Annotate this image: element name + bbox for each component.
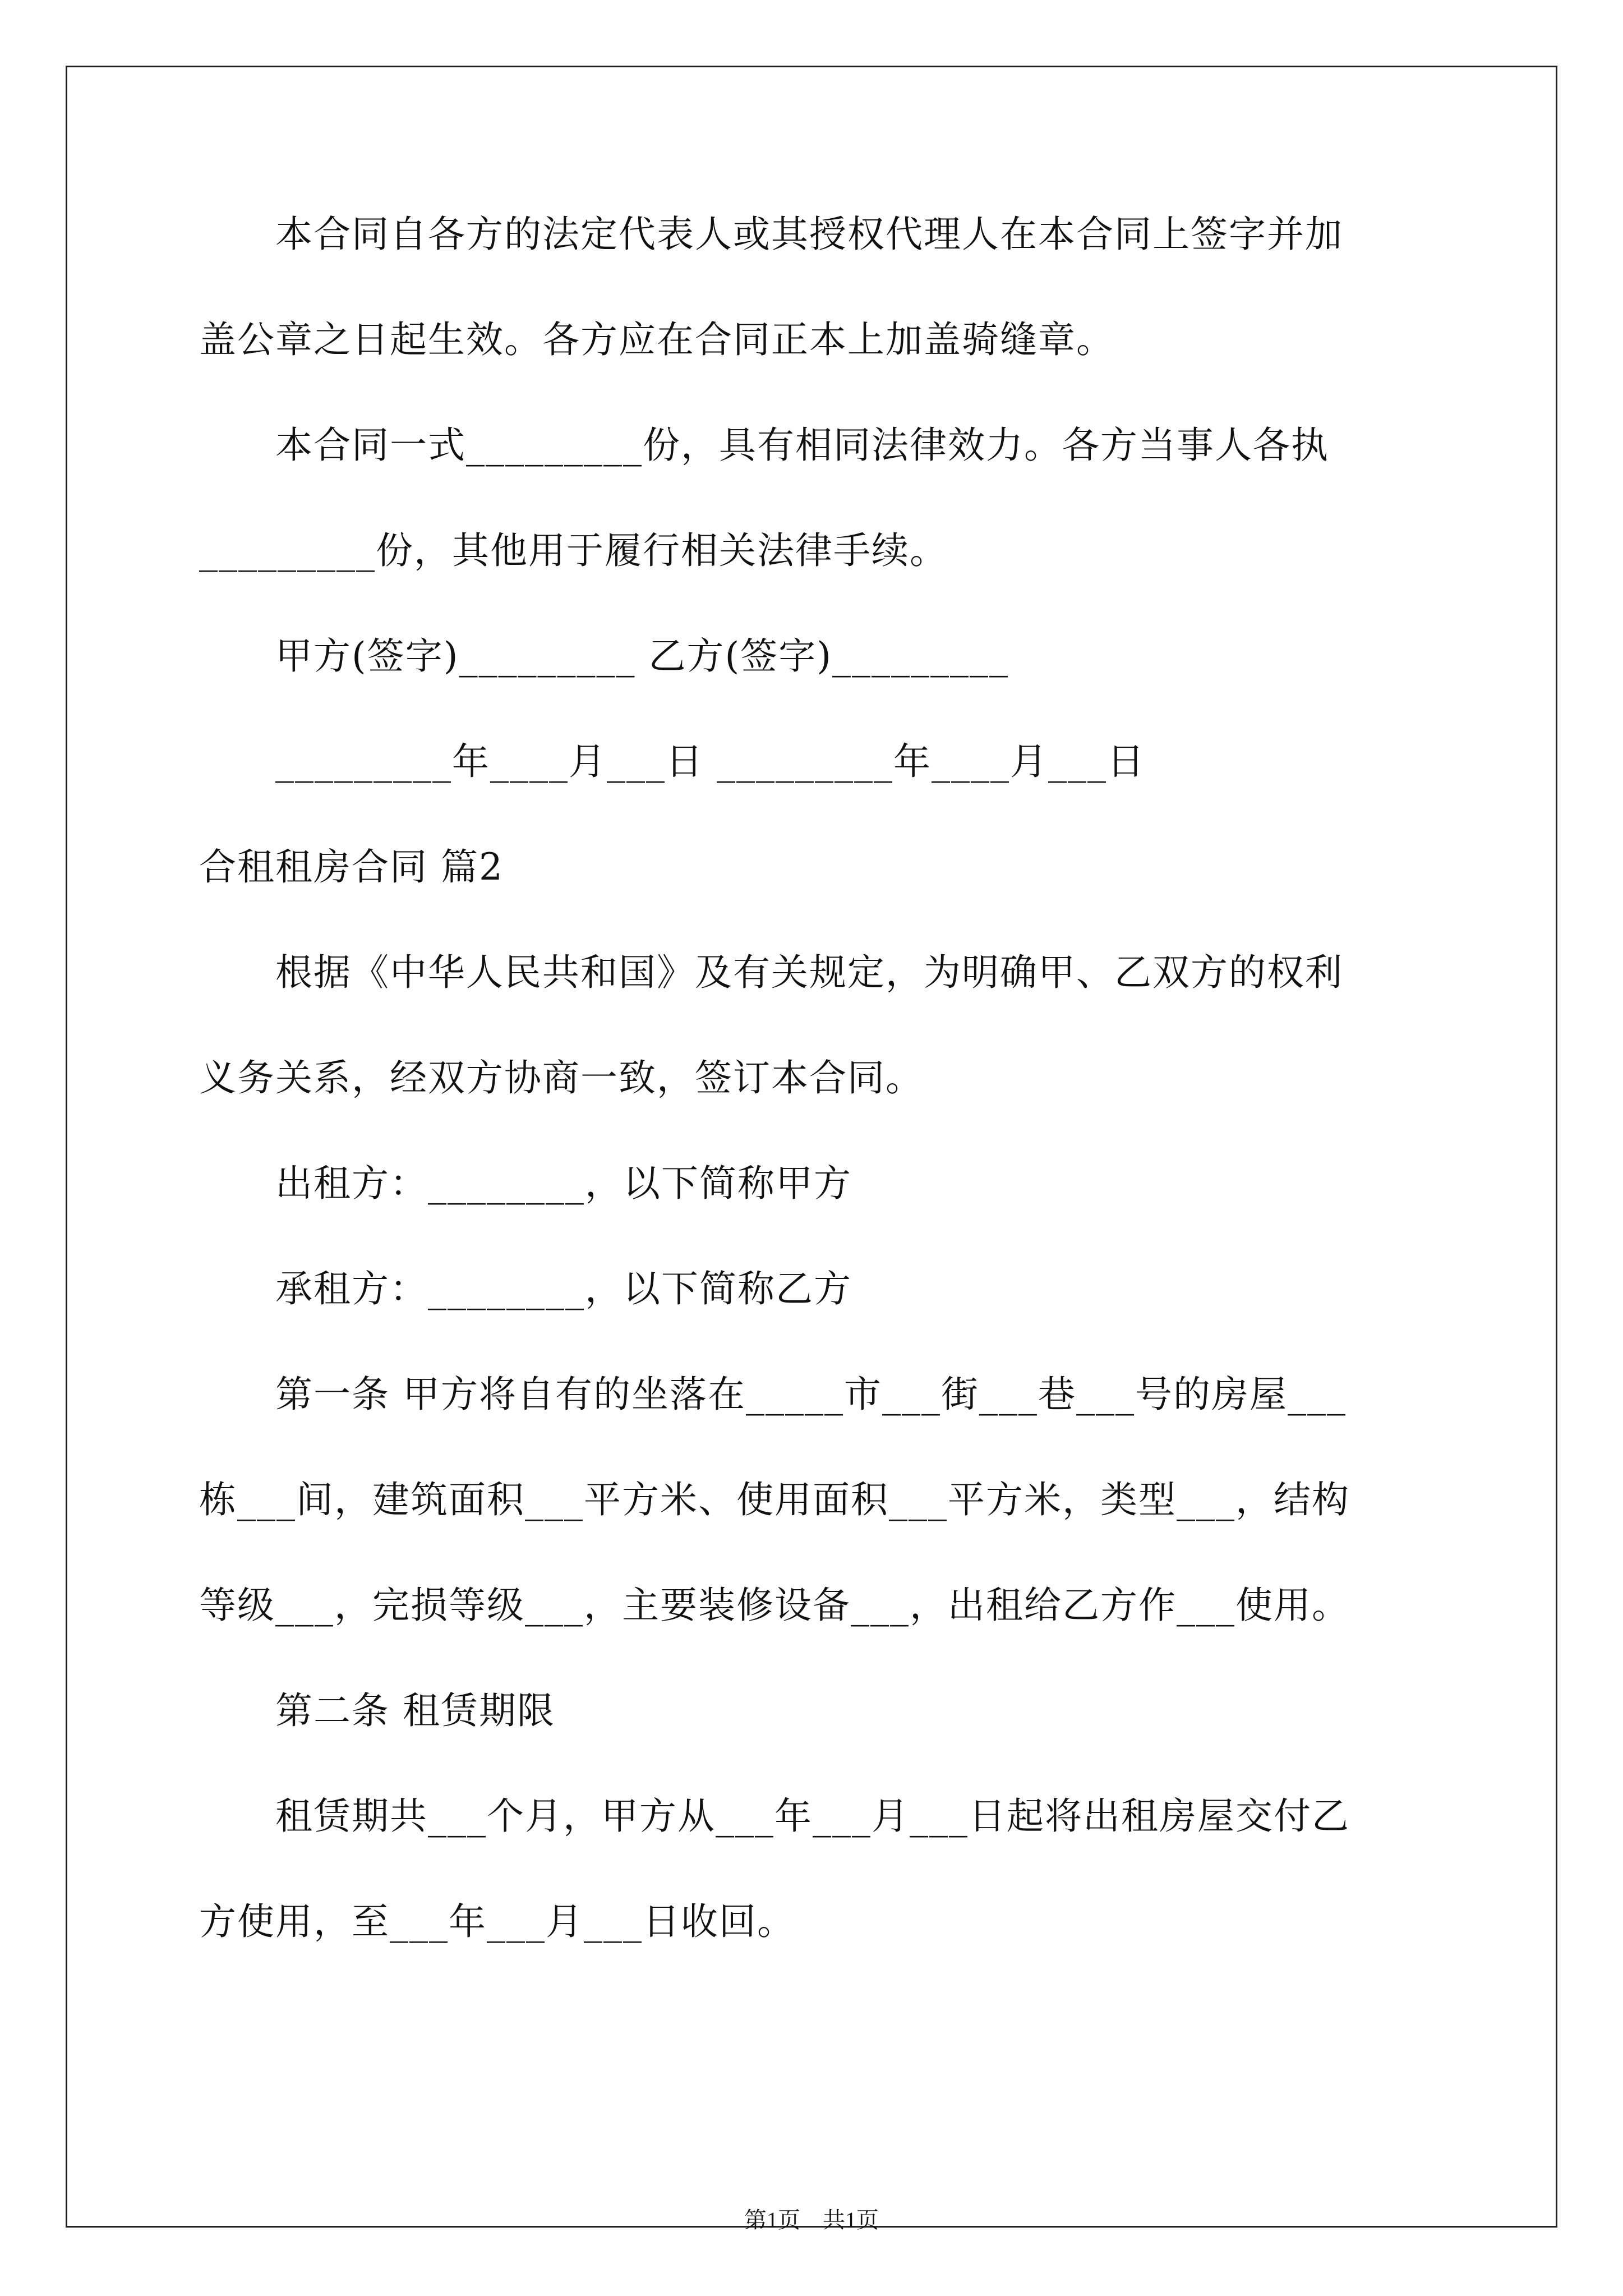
signature-line: 甲方(签字)_________ 乙方(签字)_________ (199, 634, 1009, 678)
paragraph-line: 盖公章之日起生效。各方应在合同正本上加盖骑缝章。 (199, 318, 1114, 361)
paragraph-line: 第一条 甲方将自有的坐落在_____市___街___巷___号的房屋___ (199, 1373, 1347, 1416)
date-line: _________年____月___日 _________年____月___日 (199, 740, 1145, 783)
paragraph-line: 栋___间，建筑面积___平方米、使用面积___平方米，类型___，结构 (199, 1478, 1350, 1521)
paragraph-line: 义务关系，经双方协商一致，签订本合同。 (199, 1056, 924, 1099)
paragraph-line: 等级___，完损等级___，主要装修设备___，出租给乙方作___使用。 (199, 1584, 1350, 1627)
page-number: 第1页 共1页 (744, 2207, 879, 2233)
paragraph-line: 方使用，至___年___月___日收回。 (199, 1900, 795, 1943)
lessee-line: 承租方：________，以下简称乙方 (199, 1267, 852, 1310)
section-heading: 合租租房合同 篇2 (199, 845, 504, 889)
paragraph-line: 本合同自各方的法定代表人或其授权代理人在本合同上签字并加 (199, 213, 1343, 256)
paragraph-line: _________份，其他用于履行相关法律手续。 (199, 529, 948, 572)
paragraph-line: 租赁期共___个月，甲方从___年___月___日起将出租房屋交付乙 (199, 1795, 1350, 1838)
paragraph-line: 本合同一式_________份，具有相同法律效力。各方当事人各执 (199, 424, 1329, 467)
lessor-line: 出租方：________，以下简称甲方 (199, 1162, 852, 1205)
article-heading: 第二条 租赁期限 (199, 1689, 555, 1732)
paragraph-line: 根据《中华人民共和国》及有关规定，为明确甲、乙双方的权利 (199, 951, 1343, 994)
